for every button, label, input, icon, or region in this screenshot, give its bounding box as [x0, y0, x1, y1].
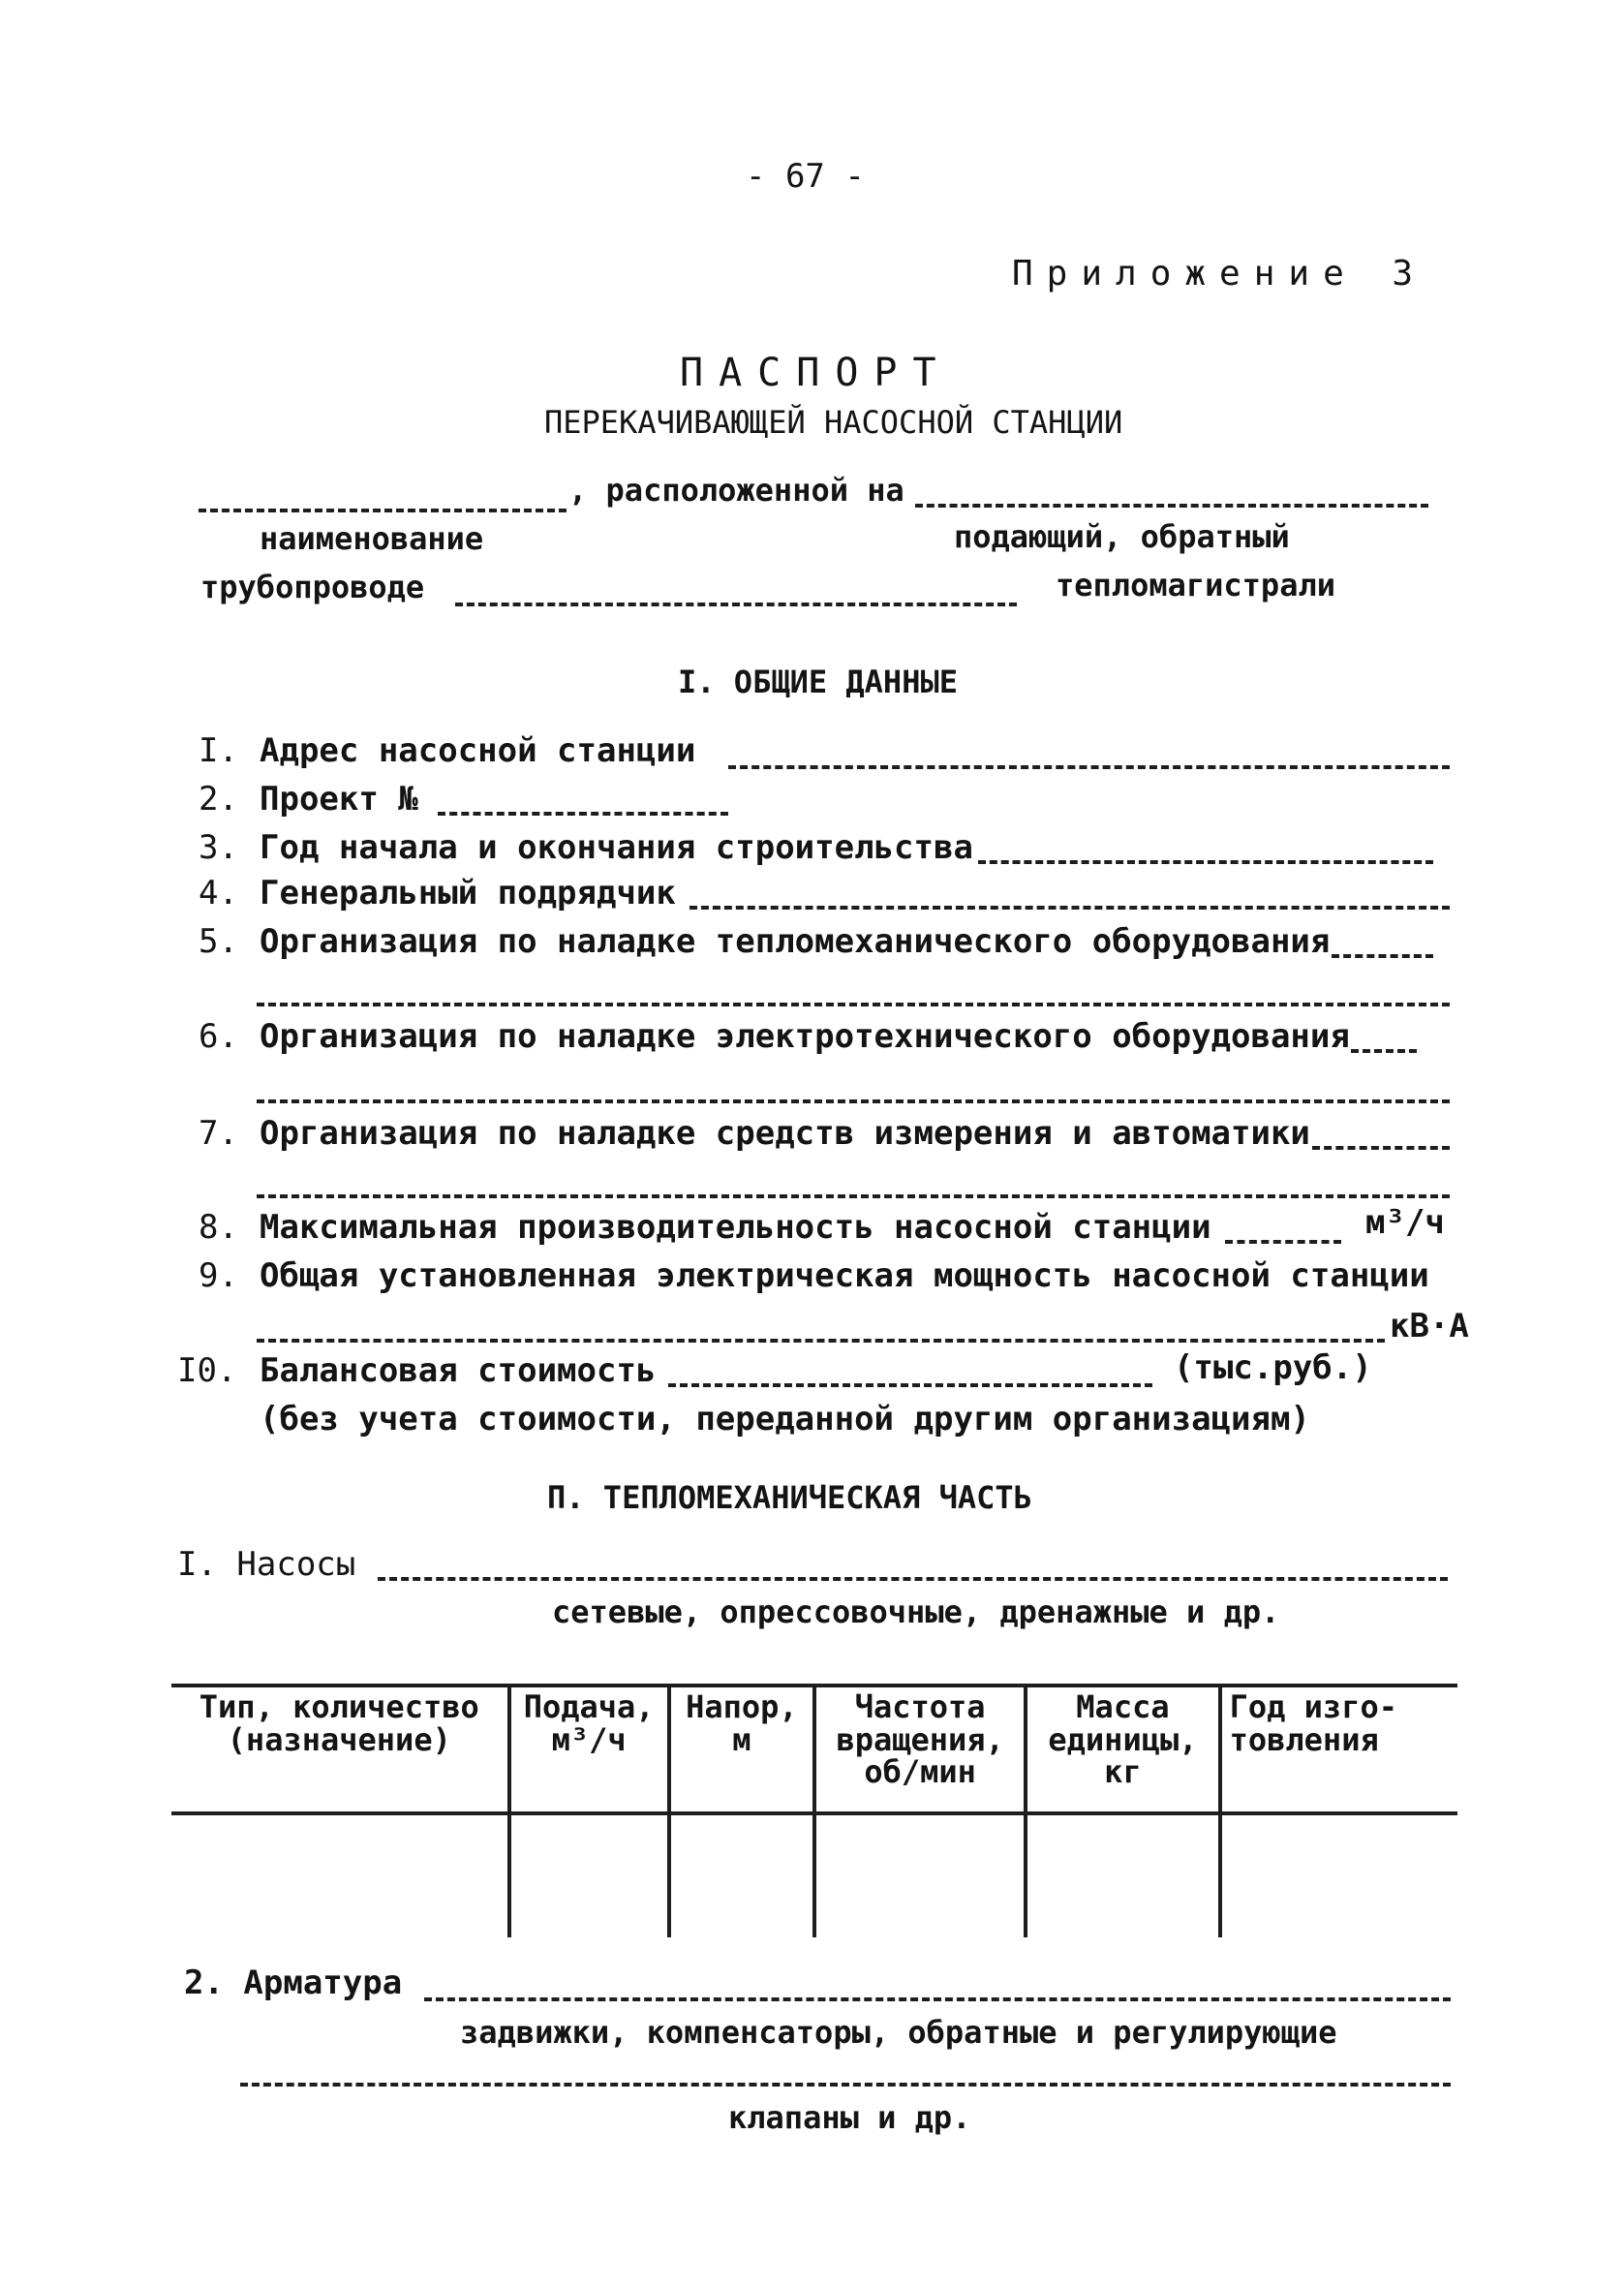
fittings-hint-1: задвижки, компенсаторы, обратные и регулирующие — [460, 2014, 1337, 2051]
item-9-num: 9. — [199, 1256, 238, 1295]
col-year: Год изго-товления — [1220, 1686, 1457, 1813]
item-3-num: 3. — [199, 828, 238, 867]
item-6-num: 6. — [199, 1017, 238, 1056]
item-1-text: Адрес насосной станции — [260, 731, 696, 770]
item-4-blank[interactable] — [689, 906, 1450, 910]
item-2-text: Проект № — [260, 780, 418, 819]
table-cell[interactable] — [669, 1813, 814, 1937]
item-6-blank[interactable] — [1351, 1049, 1417, 1053]
item-7-text: Организация по наладке средств измерения и автоматики — [260, 1114, 1310, 1153]
item-8-text: Максимальная производительность насосной станции — [260, 1208, 1211, 1247]
item-10-note: (без учета стоимости, переданной другим организациям) — [260, 1400, 1310, 1438]
item-6-blank-2[interactable] — [257, 1099, 1450, 1103]
pumps-label: I. Насосы — [177, 1545, 356, 1584]
item-5-text: Организация по наладке тепломеханического оборудования — [260, 922, 1331, 961]
document-subtitle: ПЕРЕКАЧИВАЮЩЕЙ НАСОСНОЙ СТАНЦИИ — [544, 404, 1123, 441]
name-blank[interactable] — [199, 509, 567, 512]
section-1-title: I. ОБЩИЕ ДАННЫЕ — [678, 664, 958, 700]
item-4-num: 4. — [199, 874, 238, 913]
section-2-title: П. ТЕПЛОМЕХАНИЧЕСКАЯ ЧАСТЬ — [547, 1479, 1032, 1516]
table-row — [171, 1813, 1457, 1937]
item-2-num: 2. — [199, 780, 238, 819]
pumps-blank[interactable] — [378, 1577, 1448, 1581]
col-head: Напор, м — [669, 1686, 814, 1813]
pumps-table — [171, 1684, 1457, 1937]
document-title: ПАСПОРТ — [680, 351, 952, 395]
item-8-blank[interactable] — [1225, 1240, 1341, 1244]
item-10-text: Балансовая стоимость — [260, 1351, 657, 1390]
item-1-num: I. — [199, 731, 238, 770]
heat-main-label: тепломагистрали — [1056, 567, 1335, 603]
item-10-num: I0. — [177, 1351, 237, 1390]
col-mass: Масса единицы, кг — [1026, 1686, 1219, 1813]
item-3-blank[interactable] — [978, 860, 1433, 864]
item-1-blank[interactable] — [728, 765, 1450, 769]
fittings-hint-2: клапаны и др. — [728, 2099, 971, 2136]
item-8-unit: м³/ч — [1365, 1203, 1445, 1242]
table-cell[interactable] — [1026, 1813, 1219, 1937]
pipeline-blank[interactable] — [455, 603, 1017, 606]
page-number: - 67 - — [746, 157, 865, 196]
item-5-blank[interactable] — [1332, 954, 1433, 958]
item-5-blank-2[interactable] — [257, 1003, 1450, 1006]
located-on-blank[interactable] — [915, 504, 1428, 508]
item-9-unit: кВ·А — [1390, 1307, 1469, 1346]
col-flow: Подача, м³/ч — [509, 1686, 669, 1813]
fittings-label: 2. Арматура — [184, 1964, 403, 2002]
item-7-blank[interactable] — [1312, 1146, 1450, 1150]
item-2-blank[interactable] — [438, 812, 728, 816]
pumps-hint: сетевые, опрессовочные, дренажные и др. — [552, 1593, 1280, 1630]
item-9-text: Общая установленная электрическая мощность насосной станции — [260, 1256, 1429, 1295]
col-rpm: Частота вращения, об/мин — [814, 1686, 1026, 1813]
supply-hint: подающий, обратный — [954, 518, 1290, 555]
col-type: Тип, количество (назначение) — [171, 1686, 509, 1813]
fittings-blank[interactable] — [424, 1997, 1451, 2001]
item-9-blank[interactable] — [257, 1339, 1385, 1343]
table-cell[interactable] — [171, 1813, 509, 1937]
located-on-label: , расположенной на — [568, 472, 904, 509]
item-6-text: Организация по наладке электротехнического оборудования — [260, 1017, 1350, 1056]
table-cell[interactable] — [509, 1813, 669, 1937]
item-10-unit: (тыс.руб.) — [1174, 1348, 1372, 1387]
name-hint: наименование — [260, 520, 484, 557]
item-5-num: 5. — [199, 922, 238, 961]
item-7-blank-2[interactable] — [257, 1194, 1450, 1198]
item-4-text: Генеральный подрядчик — [260, 874, 676, 913]
item-10-blank[interactable] — [668, 1383, 1152, 1387]
item-8-num: 8. — [199, 1208, 238, 1247]
appendix-label: Приложение 3 — [1012, 254, 1427, 294]
item-7-num: 7. — [199, 1114, 238, 1153]
item-3-text: Год начала и окончания строительства — [260, 828, 973, 867]
table-header-row — [171, 1686, 1457, 1813]
fittings-blank-2[interactable] — [240, 2083, 1451, 2087]
table-cell[interactable] — [1220, 1813, 1457, 1937]
pipeline-label: трубопроводе — [200, 569, 425, 605]
table-cell[interactable] — [814, 1813, 1026, 1937]
